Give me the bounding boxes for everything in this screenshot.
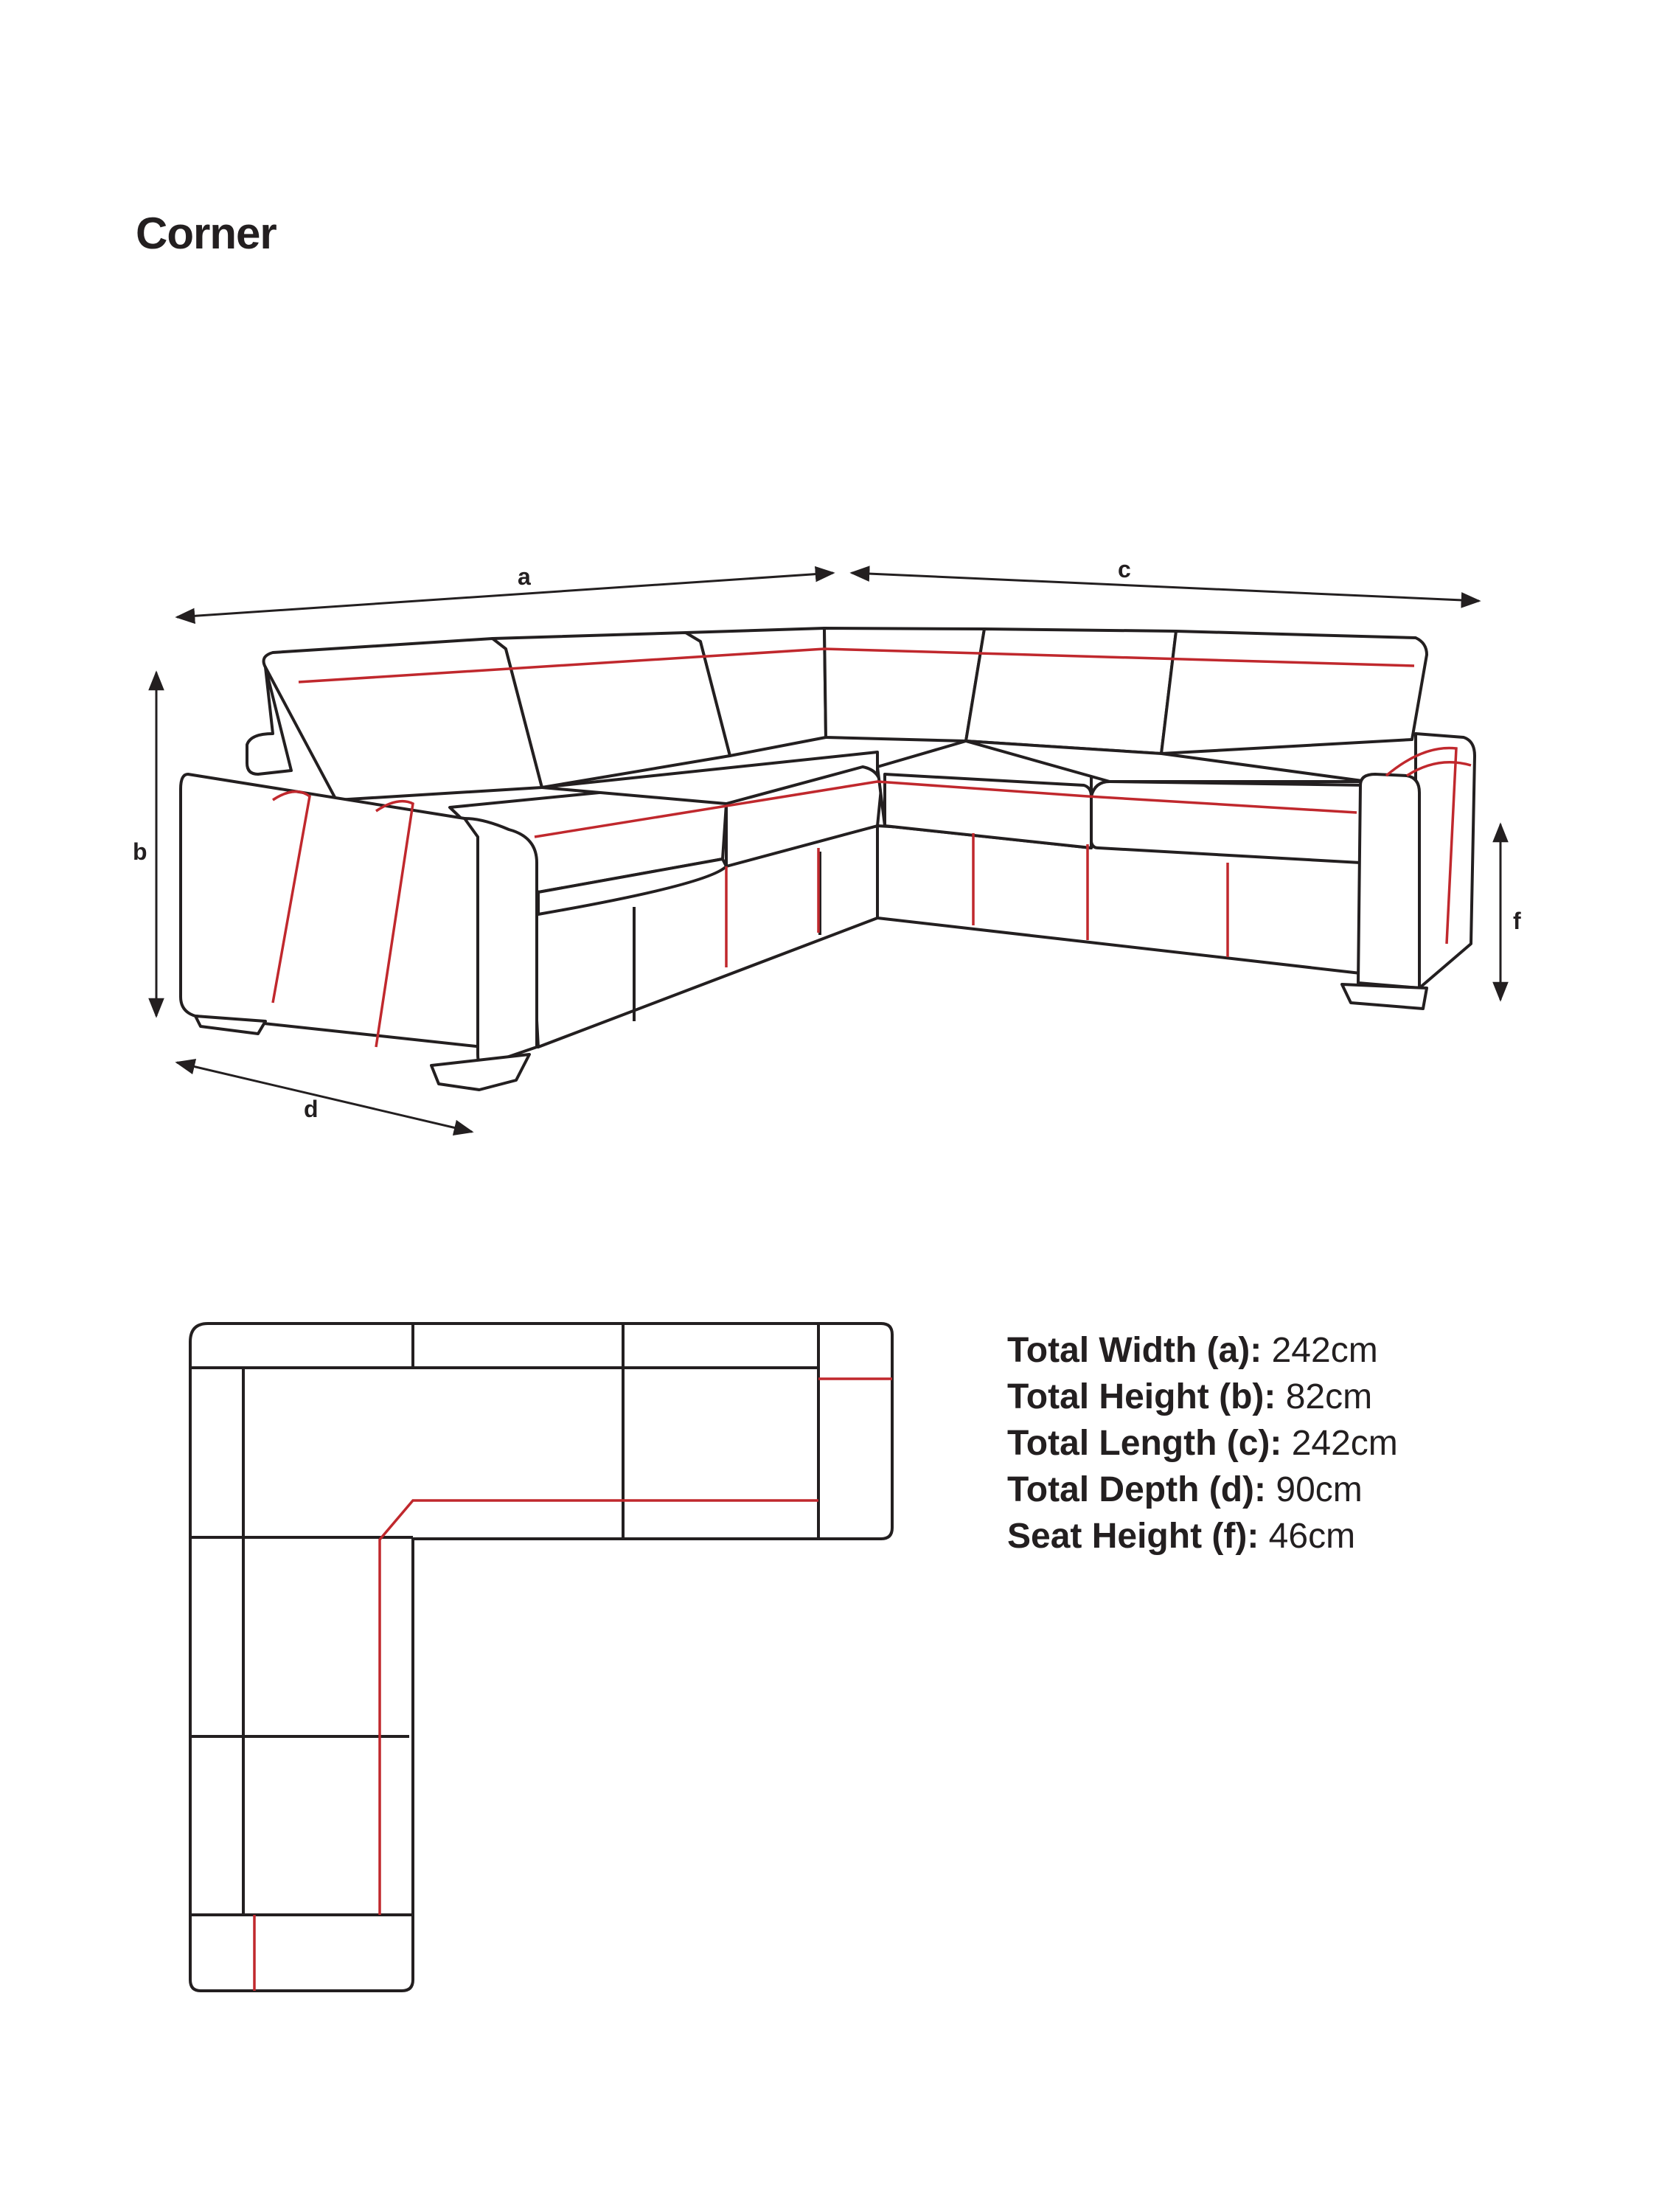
dimension-a-arrow (177, 573, 833, 617)
page-title: Corner (136, 209, 276, 258)
dimension-b-label: b (133, 838, 147, 865)
spec-label: Total Width (a): (1007, 1331, 1262, 1370)
back-cushion (264, 639, 542, 800)
spec-value: 242cm (1271, 1331, 1378, 1370)
spec-seat-height (1007, 1513, 1398, 1559)
dimension-d-label: d (304, 1096, 319, 1122)
spec-total-width (1007, 1327, 1398, 1374)
sofa-foot (1342, 984, 1427, 1009)
seat-cushion (1091, 782, 1368, 863)
spec-label: Total Depth (d): (1007, 1470, 1267, 1509)
spec-label: Total Length (c): (1007, 1424, 1282, 1463)
sofa-foot (431, 1054, 529, 1090)
sofa-top-view (190, 1324, 892, 1991)
right-arm-front (1358, 774, 1419, 988)
dimension-c-label: c (1118, 556, 1131, 582)
dimension-c-arrow (852, 573, 1479, 601)
back-cushion (824, 628, 984, 741)
back-cushion (966, 629, 1176, 754)
left-arm (181, 774, 483, 1047)
dimension-a-label: a (518, 563, 531, 590)
spec-value: 90cm (1276, 1470, 1363, 1509)
spec-value: 242cm (1291, 1424, 1398, 1463)
back-cushion (1161, 631, 1427, 754)
plan-outline (190, 1324, 892, 1991)
sofa-perspective (181, 628, 1475, 1090)
spec-value: 46cm (1268, 1517, 1356, 1556)
dimension-f-label: f (1513, 908, 1521, 934)
right-arm (1416, 734, 1475, 988)
spec-total-height (1007, 1374, 1398, 1420)
dimension-d-arrow (177, 1062, 472, 1132)
spec-value: 82cm (1285, 1377, 1373, 1416)
spec-total-depth (1007, 1467, 1398, 1513)
dimensions-list (1007, 1327, 1398, 1559)
top-view-seams (254, 1379, 892, 1991)
spec-total-length (1007, 1420, 1398, 1467)
spec-label: Seat Height (f): (1007, 1517, 1259, 1556)
spec-label: Total Height (b): (1007, 1377, 1276, 1416)
